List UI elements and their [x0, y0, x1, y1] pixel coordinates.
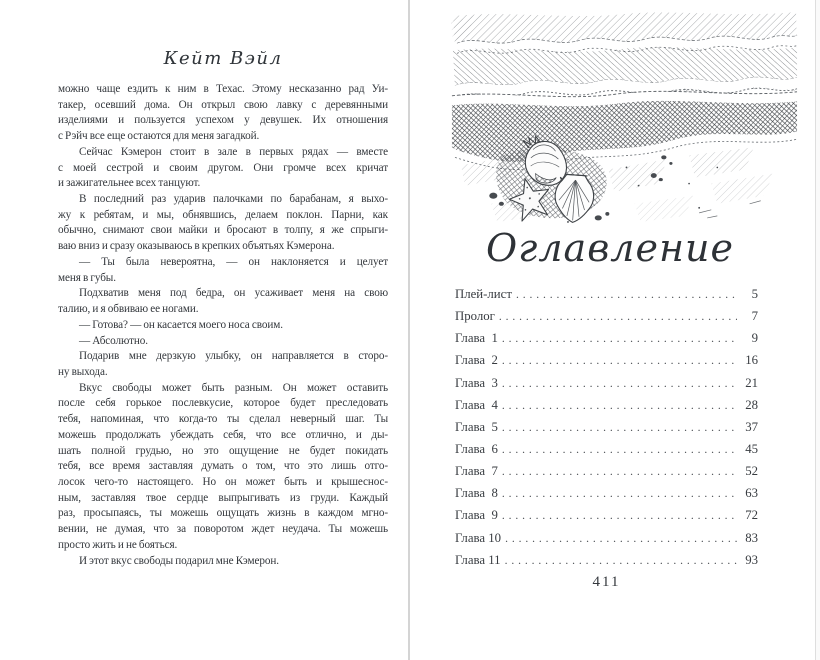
toc-page-number: 93: [745, 552, 758, 567]
toc-leader-dots: [516, 283, 737, 306]
toc-page-number: 72: [745, 508, 758, 523]
toc-row: [455, 283, 758, 305]
text-line: — Готова? — он касается моего носа своим.: [79, 318, 283, 331]
toc-title: Оглавление: [485, 226, 734, 270]
toc-leader-dots: [502, 460, 737, 483]
text-line: обычно, снимают свои майки и бросают в толпу, я же спрыги-: [58, 224, 388, 237]
text-line: можно чаще ездить к ним в Техас. Этому несказанно рад Уи-: [58, 83, 388, 95]
toc-label: Глава 3: [455, 375, 498, 390]
text-line: Сейчас Кэмерон стоит в зале в первых рядах — вместе: [79, 145, 388, 158]
toc-page-number: 37: [745, 419, 758, 434]
text-line: шать полной грудью, но это ощущение не будет покидать: [58, 444, 388, 457]
page-number: 411: [592, 574, 621, 590]
left-page-text: [58, 82, 388, 569]
text-line: и зажигательнее всех танцуют.: [58, 177, 201, 190]
toc-label: Глава 7: [455, 464, 498, 479]
toc-leader-dots: [502, 438, 737, 461]
toc-leader-dots: [505, 549, 737, 572]
toc-row: [455, 460, 758, 482]
page-edge-divider: [815, 0, 820, 660]
toc-label: Плей-лист: [455, 287, 512, 301]
text-line: изделиями и пользуется успехом у девушек. Их отношения: [58, 114, 388, 127]
toc-row: [455, 372, 758, 394]
text-line: ным, заставляя твое сердце выпрыгивать из груди. Каждый: [58, 491, 388, 504]
toc-page-number: 16: [745, 353, 758, 368]
text-line: Подарив мне дерзкую улыбку, он направляется в сторо-: [79, 350, 388, 363]
toc-leader-dots: [502, 372, 737, 395]
toc-label: Пролог: [455, 309, 495, 324]
text-line: жу к ребятам, и мы, обнявшись, делаем поклон. Парни, как: [58, 208, 388, 221]
sea-waves-shells-illustration: [446, 6, 806, 228]
text-line: — Абсолютно.: [79, 334, 148, 347]
toc-page-number: 45: [745, 441, 758, 456]
text-line: ну выхода.: [58, 365, 108, 378]
toc-list: [455, 283, 758, 571]
text-line: тебя, все время заставляя думать о том, что это лишь отго-: [58, 460, 388, 473]
toc-label: Глава 8: [455, 486, 498, 501]
toc-label: Глава 2: [455, 353, 498, 368]
toc-row: [455, 482, 758, 504]
toc-page-number: 83: [745, 530, 758, 545]
toc-label: Глава 5: [455, 419, 498, 434]
text-line: с Рэйч все еще остаются для меня загадкой.: [58, 130, 260, 143]
toc-label: Глава 1: [455, 331, 498, 346]
text-line: Вкус свободы может быть разным. Он может оставить: [79, 381, 388, 394]
toc-row: [455, 327, 758, 349]
toc-page-number: 7: [751, 309, 758, 324]
text-line: просто жить и не бояться.: [58, 538, 178, 551]
toc-label: Глава 10: [455, 530, 502, 545]
text-line: можешь продолжать убеждать себя, что все отлично, и ды-: [58, 428, 388, 441]
toc-row: [455, 416, 758, 438]
text-line: — Ты была невероятна, — он наклоняется и целует: [79, 255, 388, 268]
toc-label: Глава 11: [455, 552, 501, 567]
text-line: Подхватив меня под бедра, он усаживает меня на свою: [79, 287, 388, 300]
author-header: Кейт Вэйл: [163, 48, 283, 69]
toc-page-number: 9: [751, 331, 758, 346]
toc-label: Глава 9: [455, 508, 498, 523]
toc-leader-dots: [502, 349, 737, 372]
text-line: после себя горькое послевкусие, которое будет преследовать: [58, 397, 388, 410]
text-line: раз, просыпаясь, ты можешь ощущать жизнь в каждом мгно-: [58, 507, 388, 520]
toc-leader-dots: [502, 504, 737, 527]
toc-row: [455, 438, 758, 460]
toc-label: Глава 6: [455, 441, 498, 456]
toc-row: [455, 394, 758, 416]
text-line: лосок чего-то настоящего. Но он может быть и крышеснос-: [58, 475, 388, 488]
toc-leader-dots: [502, 482, 737, 505]
toc-leader-dots: [499, 305, 737, 328]
text-line: талию, и я обвиваю ее ногами.: [58, 303, 199, 316]
text-line: В последний раз ударив палочками по барабанам, я выхо-: [79, 193, 388, 206]
toc-page-number: 63: [745, 486, 758, 501]
toc-leader-dots: [505, 527, 737, 550]
text-line: такер, осевший дома. Он открыл свою лавку с деревянными: [58, 98, 388, 111]
toc-row: [455, 527, 758, 549]
toc-page-number: 52: [745, 464, 758, 479]
text-line: тебя, напоминая, что когда-то ты сделал неверный шаг. Ты: [58, 413, 388, 426]
text-line: ваю вниз и сразу оказываюсь в крепких объятьях Кэмерона.: [58, 240, 335, 253]
text-line: с моей сестрой и своим другом. Они громче всех кричат: [58, 161, 388, 174]
toc-row: [455, 305, 758, 327]
right-page[interactable]: [410, 0, 816, 660]
toc-leader-dots: [502, 327, 737, 350]
toc-leader-dots: [502, 416, 737, 439]
toc-page-number: 5: [751, 287, 758, 301]
toc-row: [455, 549, 758, 571]
toc-page-number: 28: [745, 397, 758, 412]
toc-leader-dots: [502, 394, 737, 417]
text-line: вении, не думая, что за поворотом ждет неудача. Ты можешь: [58, 523, 388, 536]
text-line: И этот вкус свободы подарил мне Кэмерон.: [79, 554, 279, 567]
toc-row: [455, 504, 758, 526]
toc-page-number: 21: [745, 375, 758, 390]
toc-label: Глава 4: [455, 397, 498, 412]
text-line: меня в губы.: [58, 271, 116, 284]
toc-row: [455, 349, 758, 371]
